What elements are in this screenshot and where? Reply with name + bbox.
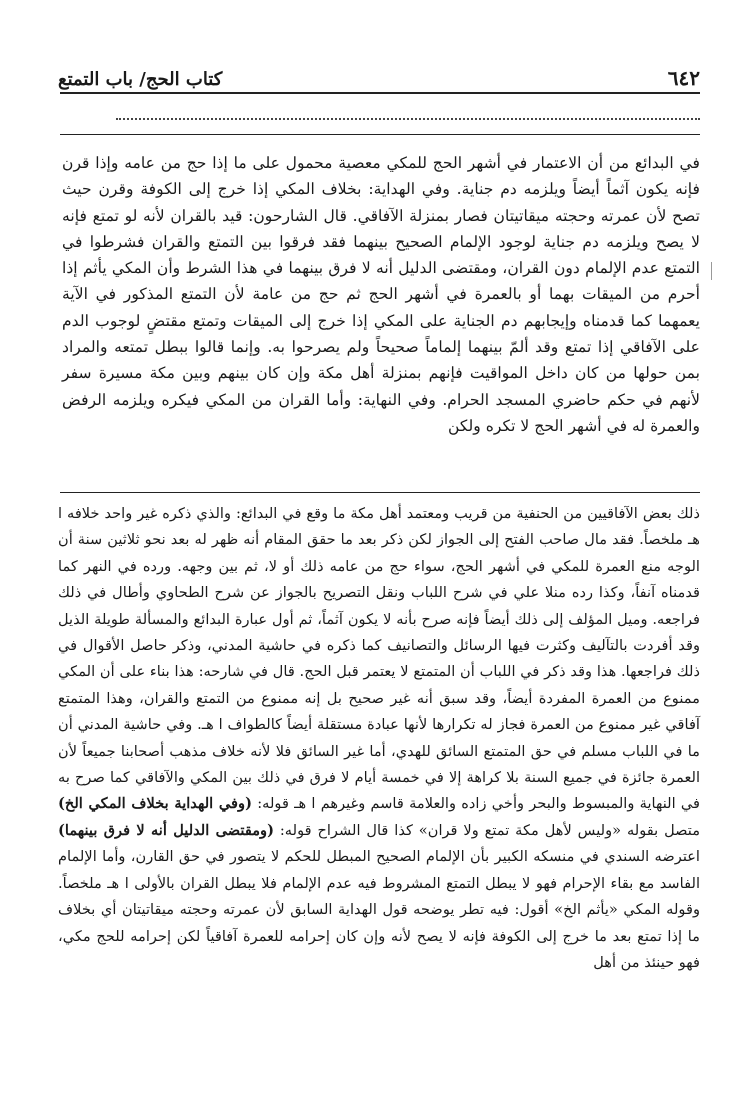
- footnote-3-text: اعترضه السندي في منسكه الكبير بأن الإلمام الصحيح المبطل للحكم لا يتصور في حق القارن، وأما الإلمام الفاسد مع بقاء الإحرام فهو لا يبطل التمتع المشروط فيه عدم الإلمام فلا يبطل القران بالأولى ا هـ ملخصاً. وقوله المكي «يأثم الخ» أقول: فيه تطر يوضحه قول الهداية السابق لأن عمرته وحجته ميقاتيتان أي بخلاف ما إذا تمتع بعد ما خرج إلى الكوفة فإنه لا يصح لأنه وإن كان إحرامه للعمرة آفاقياً لكن إحرامه للحج مكي، فهو حينئذ من أهل: [58, 848, 700, 971]
- footnote-separator: [60, 492, 700, 493]
- page-number: ٦٤٢: [667, 66, 700, 90]
- header-rule: [60, 92, 700, 94]
- footnote-paragraph: [58, 501, 700, 976]
- footnotes-block: [58, 501, 700, 976]
- page-header: [58, 60, 700, 90]
- footnote-2-text: متصل بقوله «وليس لأهل مكة تمتع ولا قران» كذا قال الشراح: [317, 821, 701, 839]
- footnote-2-label: (وفي الهداية بخلاف المكي الخ): [58, 795, 252, 813]
- footnote-1-text: ذلك بعض الآفاقيين من الحنفية من قريب ومعتمد أهل مكة ما وقع في البدائع: والذي ذكره غير واحد خلافه ا هـ ملخصاً. فقد مال صاحب الفتح إلى الجواز لكن ذكر بعد ما حقق المقام أنه ظهر له بعد نحو ثلاثين سنة أن الوجه منع العمرة للمكي في أشهر الحج، سواء حج من عامه ذلك أو لا، ثم بين وجهه. ورده في النهر كما قدمناه آنفاً، وكذا رده منلا علي في شرح اللباب ونقل التصريح بالجواز عن شرح الطحاوي وأطال في ذلك فراجعه. وميل المؤلف إلى ذلك أيضاً فإنه صرح بأنه لا يكون آثماً، ثم أول عبارة البدائع والمسألة طويلة الذيل وقد أفردت بالتآليف وكثرت فيها الرسائل والتصانيف كما ذكره في حاشية المدني، وذكر حاصل الأقوال في ذلك فراجعها. هذا وقد ذكر في اللباب أن المتمتع لا يعتمر قبل الحج. قال في شارحه: هذا بناء على أن المكي ممنوع من العمرة المفردة أيضاً، وقد سبق أنه غير صحيح بل إنه ممنوع من التمتع والقران، وهذا المتمتع آفاقي غير ممنوع من العمرة فجاز له تكرارها لأنها عبادة مستقلة أيضاً كالطواف ا هـ. وفي حاشية المدني أن ما في اللباب مسلم في حق المتمتع السائق للهدي، أما غير السائق فلا لأنه خلاف مذهب أصحابنا جميعاً لأن العمرة جائزة في جميع السنة بلا كراهة إلا في خمسة أيام لا فرق في ذلك بين المكي والآفاقي كما صرح به في النهاية والمبسوط والبحر وأخي زاده والعلامة قاسم وغيرهم ا هـ قوله:: [58, 505, 701, 813]
- main-paragraph: في البدائع من أن الاعتمار في أشهر الحج للمكي معصية محمول على ما إذا حج من عامه وإذا قرن فإنه يكون آثماً أيضاً ويلزمه دم جناية. وفي الهداية: بخلاف المكي إذا خرج إلى الكوفة وقرن حيث تصح لأن عمرته وحجته ميقاتيتان فصار بمنزلة الآفاقي. قال الشارحون: قيد بالقران لأنه لو تمتع فإنه لا يصح ويلزمه دم جناية لوجود الإلمام الصحيح بينهما فقد فرقوا بين التمتع والقران فشرطوا في التمتع عدم الإلمام دون القران، ومقتضى الدليل أنه لا فرق بينهما في هذا الشرط وأن المكي يأثم إذا أحرم من الميقات بهما أو بالعمرة في أشهر الحج ثم حج من عامة لأن التمتع المذكور في الآية يعمهما كما قدمناه وإيجابهم دم الجناية على المكي إذا خرج إلى الميقات وتمتع مقتضٍ لوجوب الدم على الآفاقي إذا تمتع وقد ألمّ بينهما إلماماً صحيحاً ولم يصرحوا به. وإنما قالوا ببطل تمتعه والمراد بمن حولها من كان داخل المواقيت فإنهم بمنزلة أهل مكة وإن كان بينهم وبين مكة مسيرة سفر لأنهم في حكم حاضري المسجد الحرام. وفي النهاية: وأما القران من المكي فيكره ويلزمه الرفض والعمرة له في أشهر الحج لا تكره ولكن: [62, 154, 700, 435]
- margin-mark: [711, 262, 712, 280]
- footnote-3-label: (ومقتضى الدليل أنه لا فرق بينهما): [58, 821, 274, 839]
- main-text-block: [62, 150, 700, 439]
- dotted-rule: [116, 118, 700, 120]
- footnote-3-lead: قوله:: [279, 821, 312, 839]
- running-title: كتاب الحج/ باب التمتع: [58, 69, 223, 90]
- text-top-rule: [60, 134, 700, 135]
